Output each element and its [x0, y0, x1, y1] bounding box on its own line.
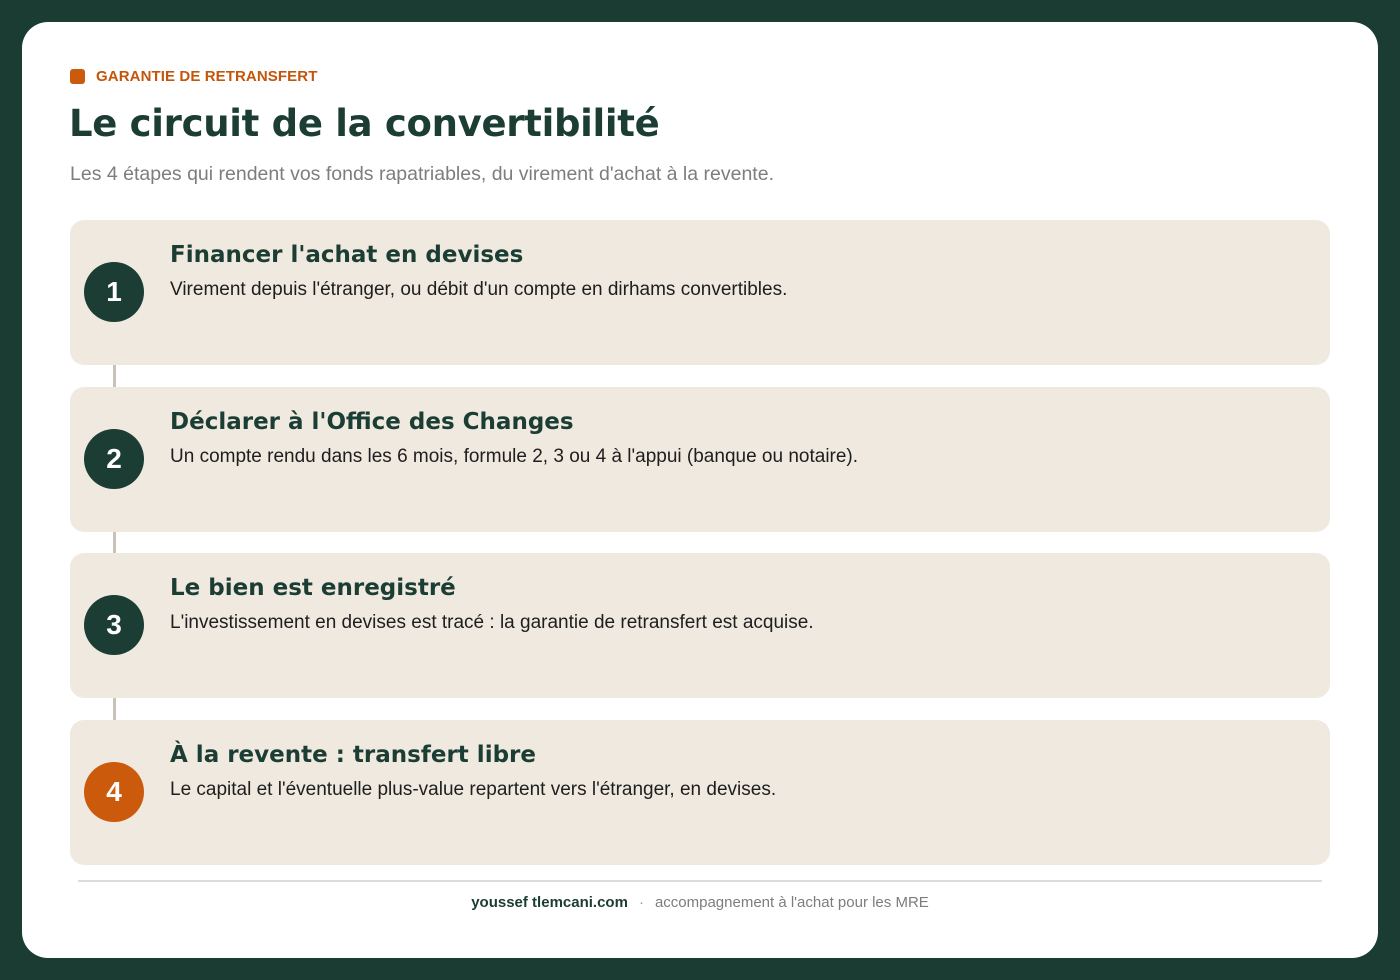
- step-number-badge: 3: [84, 595, 144, 655]
- step-title: Financer l'achat en devises: [170, 242, 524, 268]
- steps-list: [70, 220, 1330, 865]
- step-title: Le bien est enregistré: [170, 575, 456, 601]
- step-number-badge: 4: [84, 762, 144, 822]
- footer-divider: [78, 880, 1322, 882]
- eyebrow-square-icon: [70, 69, 85, 84]
- step-card-1: [70, 220, 1330, 365]
- step-card-2: [70, 387, 1330, 532]
- step-card-3: [70, 553, 1330, 698]
- step-description: Un compte rendu dans les 6 mois, formule 2, 3 ou 4 à l'appui (banque ou notaire).: [170, 445, 859, 467]
- step-description: Virement depuis l'étranger, ou débit d'un compte en dirhams convertibles.: [170, 279, 788, 300]
- step-description: L'investissement en devises est tracé : la garantie de retransfert est acquise.: [170, 612, 814, 633]
- footer-separator: ·: [638, 894, 644, 911]
- page-title: Le circuit de la convertibilité: [69, 102, 660, 145]
- footer-site-link[interactable]: youssef tlemcani.com: [471, 894, 628, 911]
- footer-tagline: accompagnement à l'achat pour les MRE: [654, 894, 929, 911]
- step-number-badge: 1: [84, 262, 144, 322]
- eyebrow-label: GARANTIE DE RETRANSFERT: [96, 68, 318, 85]
- step-description: Le capital et l'éventuelle plus-value repartent vers l'étranger, en devises.: [170, 778, 777, 800]
- footer: [22, 894, 1378, 911]
- content-card: [22, 22, 1378, 958]
- step-number-badge: 2: [84, 429, 144, 489]
- step-title: À la revente : transfert libre: [170, 741, 536, 768]
- step-connector: [113, 698, 116, 720]
- step-card-4: [70, 720, 1330, 865]
- step-connector: [113, 532, 116, 554]
- step-connector: [113, 365, 116, 387]
- step-title: Déclarer à l'Office des Changes: [170, 408, 574, 435]
- page-subtitle: Les 4 étapes qui rendent vos fonds rapatriables, du virement d'achat à la revente.: [70, 163, 774, 185]
- eyebrow: [70, 68, 317, 85]
